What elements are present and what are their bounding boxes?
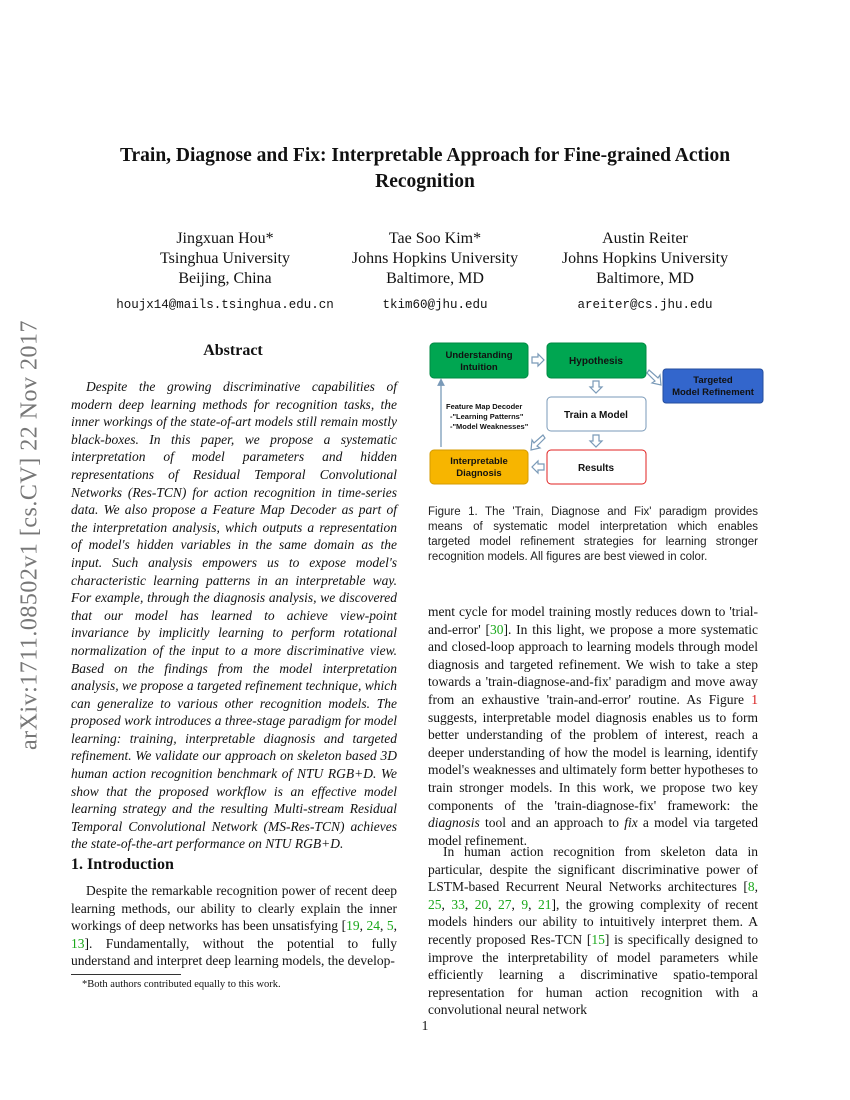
text-run: ], the growing complexity of recent models hinders our ability to intuitively interpret them. A recently proposed Res-TCN [ — [428, 896, 759, 947]
text-run: a model via targeted model refinement. — [428, 815, 758, 848]
text-run: , — [464, 896, 475, 912]
citation-link[interactable]: 30 — [489, 621, 504, 637]
intro-paragraph-3 — [428, 843, 758, 1019]
author-email[interactable]: houjx14@mails.tsinghua.edu.cn — [116, 298, 334, 312]
intro-paragraph-2 — [428, 603, 758, 849]
understanding-intuition-box — [430, 343, 528, 378]
text-run: , — [359, 918, 367, 934]
feature-map-decoder-label — [446, 402, 529, 431]
author-name: Austin Reiter — [602, 230, 688, 247]
author-affiliation: Johns Hopkins University — [351, 250, 519, 267]
citation-link[interactable]: 21 — [537, 896, 552, 912]
results-box — [547, 450, 646, 484]
text-run: , — [393, 918, 398, 934]
arrow-down-icon — [590, 381, 602, 393]
text-run: , — [441, 896, 452, 912]
box-label: Train a Model — [564, 410, 628, 421]
arxiv-sidebar — [10, 290, 50, 780]
author-block-2 — [335, 229, 535, 315]
citation-link[interactable]: 15 — [591, 931, 605, 947]
arrow-down-icon — [590, 435, 602, 447]
author-email[interactable]: tkim60@jhu.edu — [382, 298, 488, 312]
box-label: Intuition — [460, 362, 498, 373]
figure-reference-link[interactable]: 1 — [751, 691, 758, 707]
footnote-rule — [71, 974, 181, 975]
text-run: fix — [624, 815, 638, 831]
box-label: Hypothesis — [569, 356, 623, 367]
citation-link[interactable]: 27 — [498, 896, 512, 912]
author-block-1 — [95, 229, 355, 315]
text-run: Despite the remarkable recognition power of recent deep learning methods, our ability to clearly explain the inner workings of deep networks has been unsatisfying [ — [71, 883, 397, 934]
text-run: , — [528, 896, 538, 912]
arrow-left-icon — [532, 461, 544, 473]
text-run: suggests, interpretable model diagnosis enables us to form better understanding of the problem of interest, reach a deeper understanding of how the model is learning, identify model's weaknesses and ultimately form better hypotheses to train stronger models. In this work, we propose two key components of the 'train-diagnose-fix' framework: the — [428, 709, 758, 813]
decoder-label: Feature Map Decoder — [446, 402, 523, 411]
text-run: , — [488, 896, 499, 912]
hypothesis-box — [547, 343, 646, 378]
citation-link[interactable]: 9 — [521, 896, 529, 912]
box-label: Results — [577, 463, 615, 474]
introduction-heading: 1. Introduction — [71, 856, 174, 873]
text-run: In human action recognition from skeleton data in particular, despite the significant discriminative power of LSTM-based Recurrent Neural Networks architectures [ — [428, 844, 758, 895]
author-name: Tae Soo Kim* — [388, 230, 482, 247]
citation-link[interactable]: 13 — [71, 935, 85, 951]
page-number: 1 — [421, 1018, 429, 1033]
citation-link[interactable]: 19 — [346, 918, 360, 934]
abstract-body — [71, 378, 397, 853]
author-affiliation: Tsinghua University — [160, 250, 290, 267]
box-label: Interpretable — [450, 456, 508, 467]
text-run: ]. Fundamentally, without the potential to fully understand and interpret deep learning models, the develop- — [71, 935, 397, 969]
citation-link[interactable]: 8 — [747, 879, 755, 895]
citation-link[interactable]: 33 — [451, 896, 465, 912]
arxiv-identifier: arXiv:1711.08502v1 [cs.CV] 22 Nov 2017 — [16, 319, 43, 751]
author-location: Beijing, China — [178, 270, 272, 287]
author-affiliation: Johns Hopkins University — [561, 250, 729, 267]
author-name: Jingxuan Hou* — [176, 230, 274, 247]
text-run: ]. In this light, we propose a more systematic and closed-loop approach to learning models through model diagnosis and targeted refinement. We wish to take a step towards a 'train-diagnose-and-fix' paradigm and move away from an exhaustive 'train-and-error' routine. As Figure — [428, 621, 758, 707]
targeted-refinement-box — [663, 369, 763, 403]
arrow-right-icon — [532, 354, 544, 366]
arrow-diagonal-icon — [647, 370, 661, 385]
citation-link[interactable]: 24 — [366, 918, 380, 934]
decoder-label: -"Model Weaknesses" — [450, 422, 529, 431]
decoder-label: -"Learning Patterns" — [450, 412, 524, 421]
text-run: ] is specifically designed to improve the interpretability of model parameters while efficiently learning a discriminative spatio-temporal representation for human action recognition with a convolutional neural network — [428, 931, 758, 1018]
abstract-text: Despite the growing discriminative capabilities of modern deep learning methods for recognition tasks, the inner workings of the state-of-art models still remain mostly black-boxes. In this paper, we propose a systematic interpretation of model parameters and hidden representations of Residual Temporal Convolutional Networks (Res-TCN) for action recognition in time-series data. We also propose a Feature Map Decoder as part of the interpretation analysis, which outputs a representation of model's hidden variables in the same domain as the input. Such analysis empowers us to expose model's characteristic learning patterns in an interpretable way. For example, through the diagnosis analysis, we discovered that our model has learned to achieve view-point invariance by implicitly learning to perform rotational normalization of the input to a more discriminative view. Based on the findings from the model interpretation analysis, we propose a targeted refinement technique, which can generalize to various other recognition models. The proposed work introduces a three-stage paradigm for model learning: training, interpretable diagnosis and targeted refinement. We validate our approach on skeleton based 3D human action recognition benchmark of NTU RGB+D. We show that the proposed workflow is an effective model learning strategy and the resulting Multi-stream Residual Temporal Convolutional Network (MS-Res-TCN) achieves the state-of-the-art performance on NTU RGB+D. — [71, 379, 397, 852]
box-label: Model Refinement — [672, 387, 754, 398]
text-run: , — [379, 918, 387, 934]
text-run: ment cycle for model training mostly reduces down to 'trial-and-error' [ — [428, 604, 758, 637]
text-run: tool and an approach to — [479, 815, 625, 831]
figure-1-caption: Figure 1. The 'Train, Diagnose and Fix' paradigm provides means of systematic model interpretation which enables targeted model refinement strategies for learning stronger recognition models. All figures are best viewed in color. — [428, 506, 758, 563]
text-run: diagnosis — [428, 815, 480, 831]
figure-1-diagram — [428, 340, 768, 490]
paper-title: Train, Diagnose and Fix: Interpretable Approach for Fine-grained Action Recognition — [119, 145, 731, 192]
text-run: , — [511, 896, 522, 912]
author-block-3 — [545, 229, 745, 315]
author-location: Baltimore, MD — [596, 270, 694, 287]
author-location: Baltimore, MD — [386, 270, 484, 287]
intro-paragraph-1 — [71, 882, 397, 970]
train-model-box — [547, 397, 646, 431]
interpretable-diagnosis-box — [430, 450, 528, 484]
author-email[interactable]: areiter@cs.jhu.edu — [577, 298, 713, 312]
footnote: *Both authors contributed equally to this work. — [82, 979, 281, 990]
abstract-heading: Abstract — [203, 342, 263, 359]
citation-link[interactable]: 5 — [386, 918, 394, 934]
box-label: Diagnosis — [456, 468, 502, 479]
box-label: Targeted — [693, 375, 733, 386]
arrow-diagonal-icon — [531, 435, 545, 450]
citation-link[interactable]: 20 — [474, 896, 489, 912]
citation-link[interactable]: 25 — [428, 896, 442, 912]
text-run: , — [754, 879, 758, 895]
box-label: Understanding — [445, 350, 513, 361]
